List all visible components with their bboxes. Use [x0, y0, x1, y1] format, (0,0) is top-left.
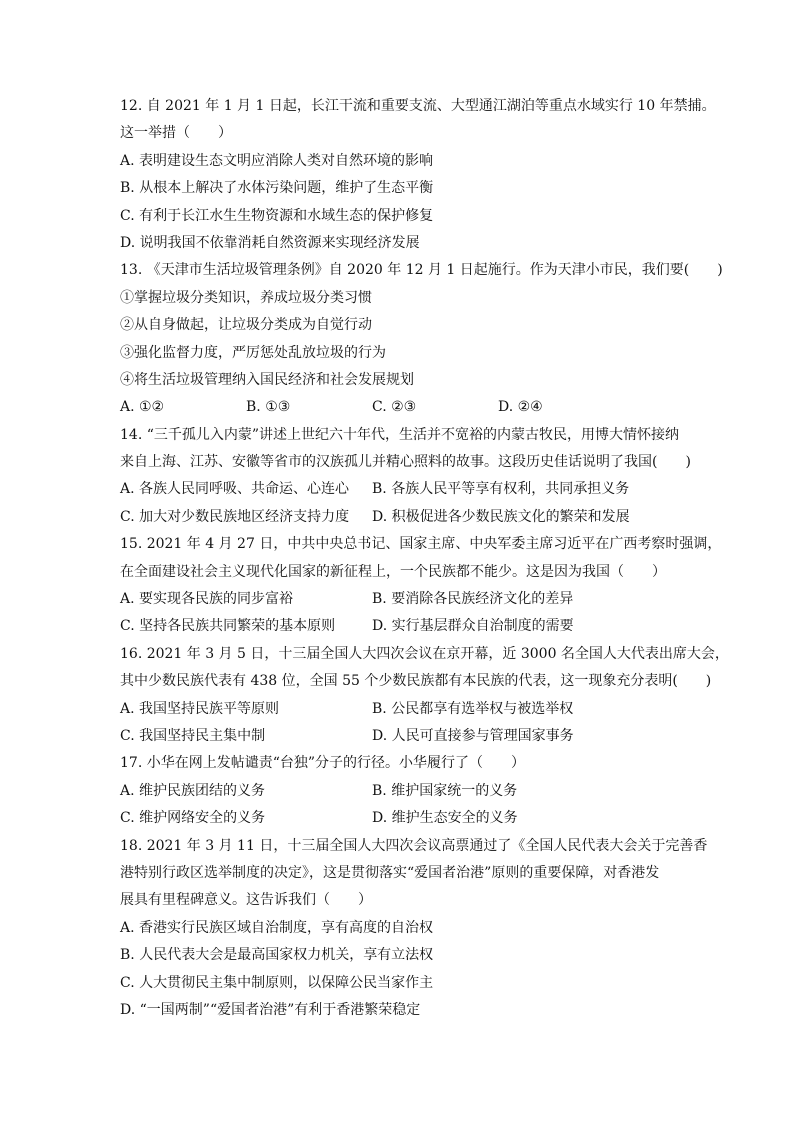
options-row	[120, 504, 700, 531]
statement-4: ④将生活垃圾管理纳入国民经济和社会发展规划	[120, 371, 414, 388]
option-a: A. 要实现各民族的同步富裕	[120, 591, 294, 608]
option-d: D. “一国两制”“爱国者治港”有利于香港繁荣稳定	[120, 1001, 421, 1018]
question-stem: 在全面建设社会主义现代化国家的新征程上，一个民族都不能少。这是因为我国（ ）	[120, 563, 666, 580]
option-d: D. 积极促进各少数民族文化的繁荣和发展	[372, 508, 630, 525]
statement-2: ②从自身做起，让垃圾分类成为自觉行动	[120, 317, 372, 334]
options-row	[120, 394, 700, 421]
question-18	[120, 833, 708, 1025]
option-b: B. ①③	[246, 399, 291, 416]
option-c: C. 我国坚持民主集中制	[120, 727, 266, 744]
statement-3: ③强化监督力度，严厉惩处乱放垃圾的行为	[120, 344, 386, 361]
option-a: A. ①②	[120, 399, 165, 416]
question-16	[120, 641, 729, 751]
option-d: D. 人民可直接参与管理国家事务	[372, 727, 574, 744]
question-stem: 18. 2021 年 3 月 11 日，十三届全国人大四次会议高票通过了《全国人民代表大会关于完善香	[120, 837, 708, 854]
question-stem: 13. 《天津市生活垃圾管理条例》自 2020 年 12 月 1 日起施行。作为天津小市民，我们要( )	[120, 262, 723, 279]
options-row	[120, 805, 700, 832]
question-stem: 来自上海、江苏、安徽等省市的汉族孤儿并精心照料的故事。这段历史佳话说明了我国( )	[120, 454, 691, 471]
options-row	[120, 778, 700, 805]
options-row	[120, 696, 700, 723]
question-12	[120, 93, 716, 257]
option-b: B. 从根本上解决了水体污染问题，维护了生态平衡	[120, 180, 434, 197]
option-b: B. 公民都享有选举权与被选举权	[372, 700, 574, 717]
option-a: A. 维护民族团结的义务	[120, 782, 266, 799]
option-b: B. 要消除各民族经济文化的差异	[372, 591, 574, 608]
question-14	[120, 422, 700, 532]
question-15	[120, 531, 722, 641]
question-stem: 这一举措（ ）	[120, 125, 232, 142]
question-stem: 14. “三千孤儿入内蒙”讲述上世纪六十年代，生活并不宽裕的内蒙古牧民，用博大情怀接纳	[120, 426, 680, 443]
options-row	[120, 476, 700, 503]
question-stem: 17. 小华在网上发帖谴责“台独”分子的行径。小华履行了（ ）	[120, 755, 526, 772]
option-b: B. 人民代表大会是最高国家权力机关，享有立法权	[120, 947, 434, 964]
options-row	[120, 723, 700, 750]
question-stem: 其中少数民族代表有 438 位，全国 55 个少数民族都有本民族的代表，这一现象充分表明( )	[120, 673, 712, 690]
option-c: C. 人大贯彻民主集中制原则，以保障公民当家作主	[120, 974, 434, 991]
option-c: C. 有利于长江水生生物资源和水域生态的保护修复	[120, 207, 434, 224]
question-17	[120, 750, 700, 832]
option-d: D. ②④	[498, 399, 543, 416]
option-c: C. 维护网络安全的义务	[120, 810, 266, 827]
option-b: B. 各族人民平等享有权利，共同承担义务	[372, 481, 630, 498]
question-stem: 15. 2021 年 4 月 27 日，中共中央总书记、国家主席、中央军委主席习近平在广西考察时强调，	[120, 536, 722, 553]
options-row	[120, 613, 700, 640]
option-a: A. 香港实行民族区域自治制度，享有高度的自治权	[120, 919, 434, 936]
option-a: A. 各族人民同呼吸、共命运、心连心	[120, 481, 350, 498]
option-c: C. 加大对少数民族地区经济支持力度	[120, 508, 350, 525]
option-d: D. 实行基层群众自治制度的需要	[372, 618, 574, 635]
option-a: A. 表明建设生态文明应消除人类对自然环境的影响	[120, 152, 434, 169]
statement-1: ①掌握垃圾分类知识，养成垃圾分类习惯	[120, 289, 372, 306]
question-13	[120, 257, 723, 421]
option-c: C. ②③	[372, 399, 417, 416]
question-stem: 12. 自 2021 年 1 月 1 日起，长江干流和重要支流、大型通江湖泊等重点水域实行 10 年禁捕。	[120, 98, 716, 114]
exam-page	[120, 93, 729, 1024]
option-c: C. 坚持各民族共同繁荣的基本原则	[120, 618, 336, 635]
question-stem: 16. 2021 年 3 月 5 日，十三届全国人大四次会议在京开幕，近 3000 名全国人大代表出席大会，	[120, 645, 729, 662]
option-d: D. 维护生态安全的义务	[372, 810, 518, 827]
question-stem: 展具有里程碑意义。这告诉我们（ ）	[120, 892, 372, 909]
option-d: D. 说明我国不依靠消耗自然资源来实现经济发展	[120, 234, 420, 251]
option-b: B. 维护国家统一的义务	[372, 782, 518, 799]
question-stem: 港特别行政区选举制度的决定》，这是贯彻落实“爱国者治港”原则的重要保障，对香港发	[120, 864, 660, 881]
option-a: A. 我国坚持民族平等原则	[120, 700, 280, 717]
options-row	[120, 586, 700, 613]
